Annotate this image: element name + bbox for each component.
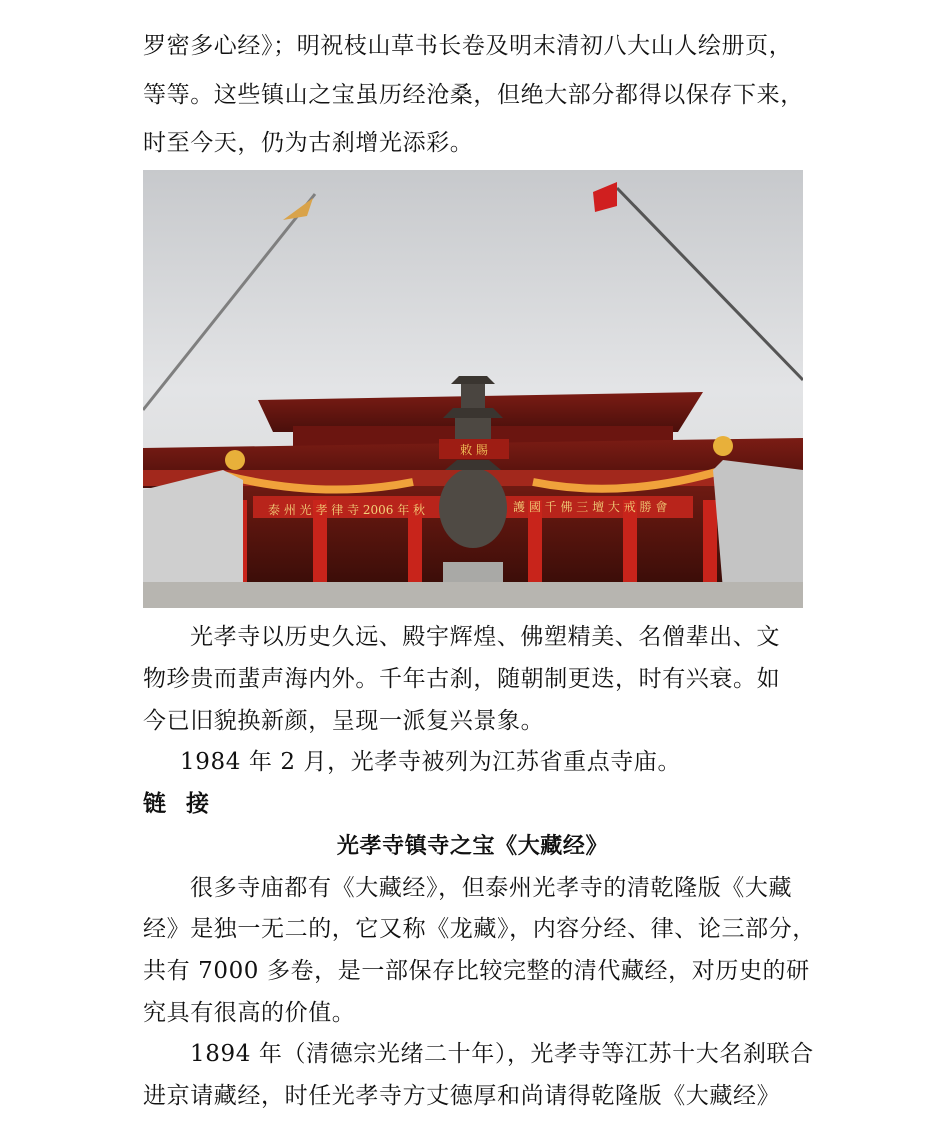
temple-photo: [143, 170, 803, 608]
text-line: 等等。这些镇山之宝虽历经沧桑，但绝大部分都得以保存下来，: [143, 82, 804, 108]
text-line: 很多寺庙都有《大藏经》，但泰州光孝寺的清乾隆版《大藏: [190, 875, 793, 901]
text-line: 共有 7000 多卷，是一部保存比较完整的清代藏经，对历史的研: [143, 958, 810, 984]
text-line: 究具有很高的价值。: [143, 1000, 356, 1026]
text-line: 物珍贵而蜚声海内外。千年古刹，随朝制更迭，时有兴衰。如: [143, 666, 781, 692]
section-subtitle: 光孝寺镇寺之宝《大藏经》: [336, 833, 609, 859]
text-line: 今已旧貌换新颜，呈现一派复兴景象。: [143, 708, 545, 734]
text-line: 光孝寺以历史久远、殿宇辉煌、佛塑精美、名僧辈出、文: [190, 624, 780, 650]
banner-left-text: 泰 州 光 孝 律 寺 2006 年 秋: [268, 503, 426, 517]
text-line: 1984 年 2 月，光孝寺被列为江苏省重点寺庙。: [180, 749, 682, 775]
text-line: 经》是独一无二的，它又称《龙藏》，内容分经、律、论三部分，: [143, 916, 816, 942]
text-line: 时至今天，仍为古刹增光添彩。: [143, 130, 474, 156]
text-line: 1894 年（清德宗光绪二十年），光孝寺等江苏十大名刹联合: [190, 1041, 814, 1067]
text-line: 进京请藏经，时任光孝寺方丈德厚和尚请得乾隆版《大藏经》: [143, 1083, 781, 1109]
text-line: 罗密多心经》；明祝枝山草书长卷及明末清初八大山人绘册页，: [143, 33, 793, 59]
banner-right-text: 護 國 千 佛 三 壇 大 戒 勝 會: [513, 500, 668, 514]
link-heading: 链 接: [143, 790, 216, 817]
plaque-text: 敕 賜: [460, 443, 488, 457]
